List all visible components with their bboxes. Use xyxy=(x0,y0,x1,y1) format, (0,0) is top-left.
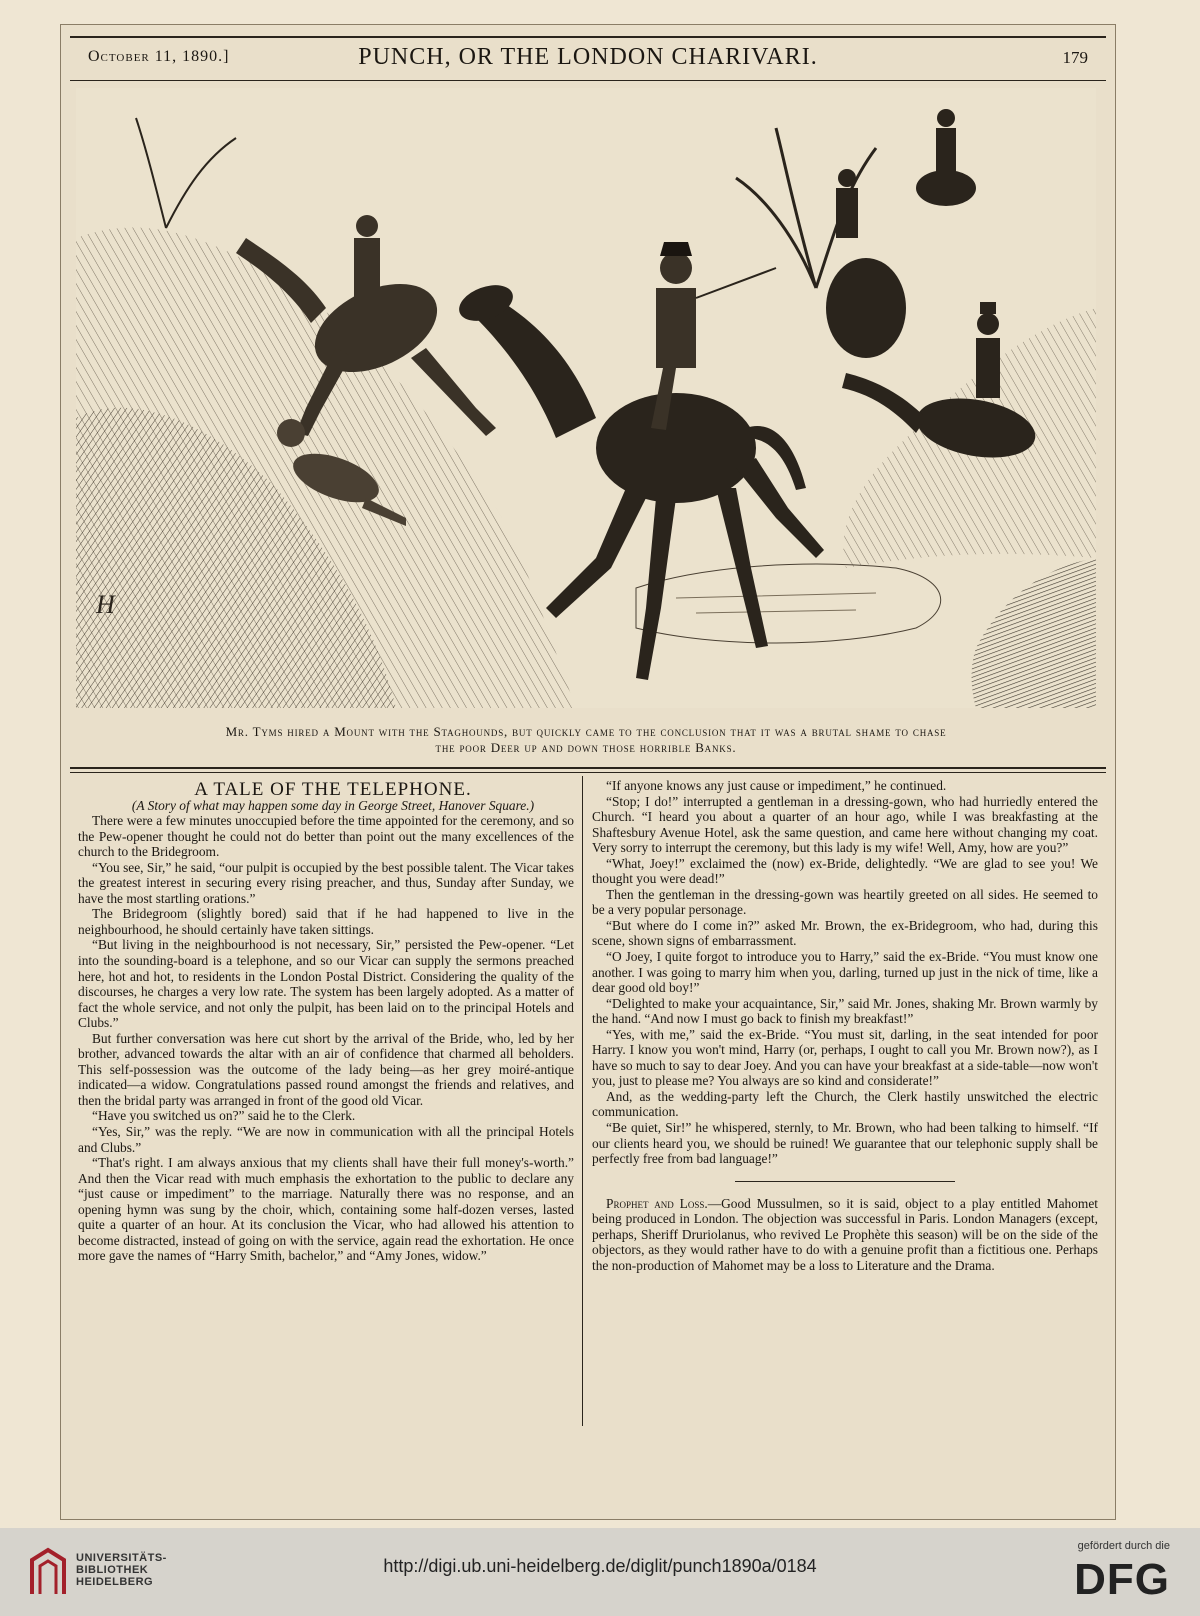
svg-text:H: H xyxy=(96,590,115,619)
article-title: A TALE OF THE TELEPHONE. xyxy=(194,779,472,800)
caption-line-2: the poor Deer up and down those horrible Banks. xyxy=(435,740,737,755)
header-bottom-rule xyxy=(70,80,1106,81)
permalink-url[interactable]: http://digi.ub.uni-heidelberg.de/diglit/punch1890a/0184 xyxy=(383,1556,817,1576)
article-paragraph: “But where do I come in?” asked Mr. Brown, the ex-Bridegroom, who had, during this scene, shown signs of embarrassment. xyxy=(592,917,1098,949)
illustration-caption xyxy=(86,724,1086,756)
article-paragraph: There were a few minutes unoccupied before the time appointed for the ceremony, and so the Pew-opener thought he could not do better than point out the many excellences of the church to the Bridegroom. xyxy=(78,813,574,860)
article-paragraph: But further conversation was here cut short by the arrival of the Bride, who, led by her brother, advanced towards the altar with an air of confidence that charmed all beholders. This self-possession was the outcome of the lady being—as her grey moiré-antique indicated—a widow. Congratulations passed round amongst the friends and relatives, and then the bridal party was arranged in front of the good old Vicar. xyxy=(78,1030,574,1108)
article-paragraph: “What, Joey!” exclaimed the (now) ex-Bride, delightedly. “We are glad to see you! We thought you were dead!” xyxy=(592,855,1098,887)
institution-line-2: BIBLIOTHEK xyxy=(76,1564,149,1576)
note-paragraph xyxy=(592,1196,1098,1274)
article-paragraph: “Yes, Sir,” was the reply. “We are now in communication with all the principal Hotels and Clubs.” xyxy=(78,1124,574,1155)
caption-rule-thick xyxy=(70,767,1106,769)
article-paragraph: “Stop; I do!” interrupted a gentleman in a dressing-gown, who had hurriedly entered the Church. “I heard you about a quarter of an hour ago, while I was breakfasting at the Shaftesbury Avenue Hotel, ask the same question, and came here without changing my coat. Very sorry to interrupt the ceremony, but this lady is my wife! Well, Amy, how are you?” xyxy=(592,793,1098,856)
digitization-footer xyxy=(0,1528,1200,1616)
article-paragraph: “That's right. I am always anxious that my clients shall have their full money's-worth.” And then the Vicar read with much emphasis the exhortation to the public to declare any “just cause or impediment” to the marriage. Naturally there was no response, and an opening hymn was sung by the choir, which, containing some half-dozen verses, lasted quite a quarter of an hour. At its conclusion the Vicar, who had allowed his attention to become distracted, instead of going on with the service, again read the exhortation. He once more gave the names of “Harry Smith, bachelor,” and “Amy Jones, widow.” xyxy=(78,1155,574,1264)
note-lead: Prophet and Loss. xyxy=(606,1195,708,1211)
article-paragraph: “But living in the neighbourhood is not necessary, Sir,” persisted the Pew-opener. “Let into the sounding-board is a telephone, and so our Vicar can supply the sermons preached here, hot and hot, to residents in the London Postal District. Considering the quality of the discourses, he charges a very low rate. The system has been largely adopted. As a matter of fact the whole service, and not only the pulpit, has been laid on to the principal Hotels and Clubs.” xyxy=(78,937,574,1031)
article-subtitle: (A Story of what may happen some day in George Street, Hanover Square.) xyxy=(131,797,535,813)
hunting-scene-engraving-icon xyxy=(76,88,1096,708)
caption-rule-thin xyxy=(70,772,1106,773)
article-paragraph: Then the gentleman in the dressing-gown was heartily greeted on all sides. He seemed to be a very popular personage. xyxy=(592,886,1098,918)
header-top-rule xyxy=(70,36,1106,38)
article-paragraph: “Have you switched us on?” said he to the Clerk. xyxy=(92,1108,356,1124)
dfg-logo: DFG xyxy=(1074,1555,1170,1604)
right-column xyxy=(592,778,1098,1273)
section-rule xyxy=(735,1181,955,1182)
page-header xyxy=(70,44,1106,78)
article-paragraph: “Delighted to make your acquaintance, Sir,” said Mr. Jones, shaking Mr. Brown warmly by the hand. “And now I must go back to finish my breakfast!” xyxy=(592,995,1098,1027)
page-number: 179 xyxy=(1062,48,1088,67)
institution-line-3: HEIDELBERG xyxy=(76,1576,154,1588)
article-paragraph: “Be quiet, Sir!” he whispered, sternly, to Mr. Brown, who had been talking to himself. “If our clients heard you, we should be ruined! We guarantee that our telephonic supply shall be perfectly free from bad language!” xyxy=(592,1120,1098,1167)
issue-date: October 11, 1890.] xyxy=(88,48,230,65)
article-paragraph: “You see, Sir,” he said, “our pulpit is occupied by the best possible talent. The Vicar takes the greatest interest in securing every rising preacher, and thus, Sunday after Sunday, we have the most startling orations.” xyxy=(78,859,574,906)
publication-title: PUNCH, OR THE LONDON CHARIVARI. xyxy=(358,44,818,70)
column-divider xyxy=(582,776,583,1426)
article-paragraph: And, as the wedding-party left the Church, the Clerk hastily unswitched the electric communication. xyxy=(592,1088,1098,1120)
note-text: —Good Mussulmen, so it is said, object to a play entitled Mahomet being produced in London. The objection was successful in Paris. London Managers (except, perhaps, Sheriff Druriolanus, who revived Le Prophète this season) will be on the side of the objectors, as they would rather have to do with a genuine profit than a fictitious one. Perhaps the non-production of Mahomet may be a loss to Literature and the Drama. xyxy=(592,1195,1098,1273)
caption-line-1: Mr. Tyms hired a Mount with the Staghounds, but quickly came to the conclusion that it was a brutal shame to chase xyxy=(225,724,947,739)
article-paragraph: “Yes, with me,” said the ex-Bride. “You must sit, darling, in the seat intended for poor Harry. I know you won't mind, Harry (or, perhaps, I ought to call you Mr. Brown now?), as I have so much to say to dear Joey. And you can have your breakfast at a side-table—now won't you, just to please me? You always are so kind and considerate!” xyxy=(592,1026,1098,1089)
institution-line-1: UNIVERSITÄTS- xyxy=(76,1552,167,1564)
left-column xyxy=(78,779,574,1264)
article-paragraph: “If anyone knows any just cause or impediment,” he continued. xyxy=(606,778,947,793)
article-paragraph: The Bridegroom (slightly bored) said that if he had happened to live in the neighbourhood, he should certainly have taken sittings. xyxy=(78,906,574,937)
funded-by-label: gefördert durch die xyxy=(1077,1540,1170,1552)
article-paragraph: “O Joey, I quite forgot to introduce you to Harry,” said the ex-Bride. “You must know one another. I was going to marry him when you, darling, turned up just in the nick of time, like a dear good old boy!” xyxy=(592,949,1098,996)
